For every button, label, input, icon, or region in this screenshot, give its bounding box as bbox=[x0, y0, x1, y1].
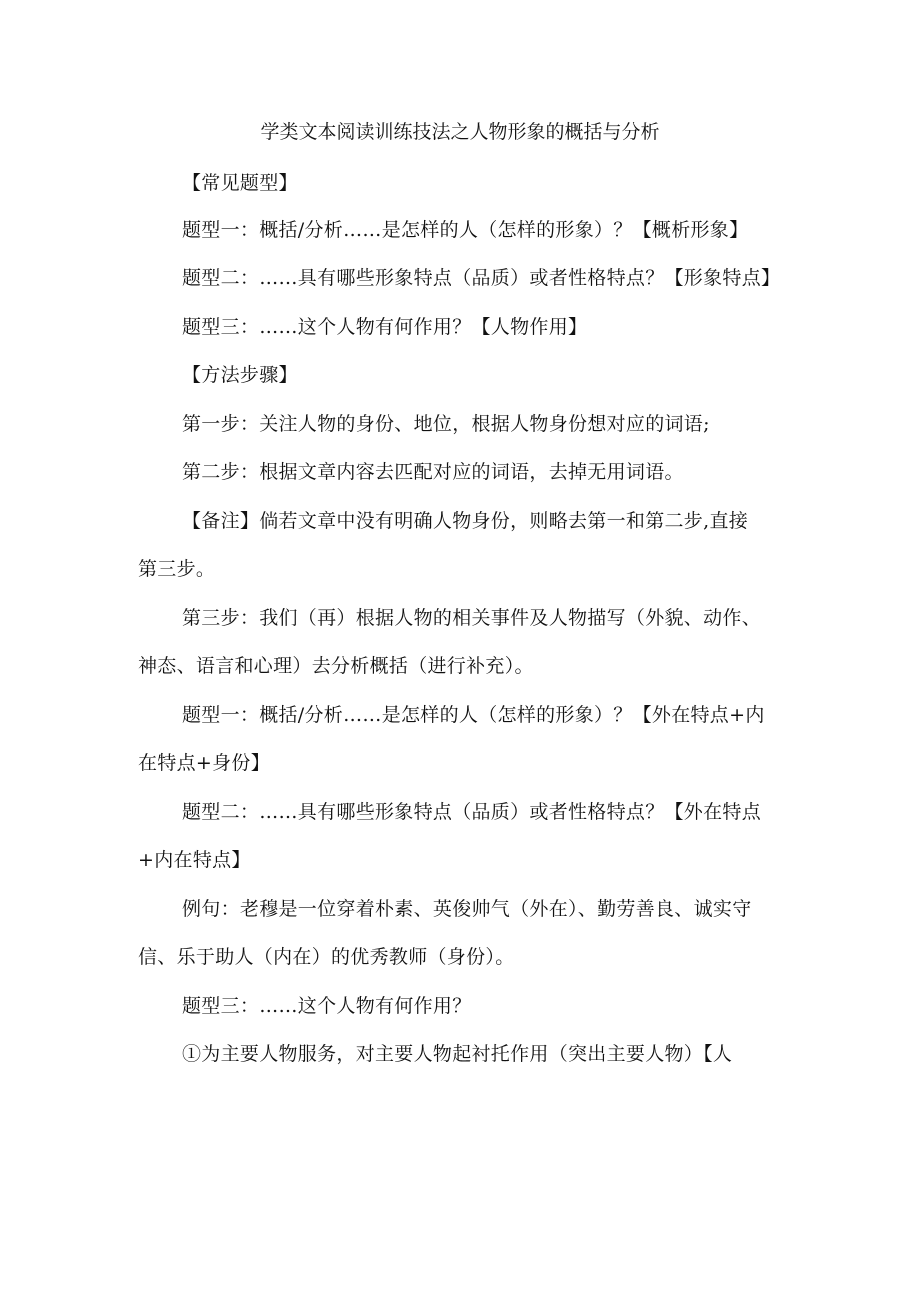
type-three-answer-point-one: ①为主要人物服务，对主要人物起衬托作用（突出主要人物）【人 bbox=[182, 1043, 733, 1065]
question-type-two: 题型二：……具有哪些形象特点（品质）或者性格特点？【形象特点】 bbox=[182, 267, 781, 289]
example-sentence-line1: 例句：老穆是一位穿着朴素、英俊帅气（外在）、勤劳善良、诚实守 bbox=[182, 898, 752, 920]
type-three-answer-heading: 题型三：……这个人物有何作用？ bbox=[182, 995, 472, 1017]
step-three-line2: 神态、语言和心理）去分析概括（进行补充）。 bbox=[138, 655, 534, 677]
question-type-three: 题型三：……这个人物有何作用？【人物作用】 bbox=[182, 316, 588, 338]
example-sentence-line2: 信、乐于助人（内在）的优秀教师（身份）。 bbox=[138, 946, 515, 968]
heading-common-question-types: 【常见题型】 bbox=[182, 172, 298, 194]
document-title: 学类文本阅读训练技法之人物形象的概括与分析 bbox=[260, 121, 660, 143]
note-paragraph-line1: 【备注】倘若文章中没有明确人物身份，则略去第一和第二步,直接 bbox=[182, 510, 749, 532]
type-two-answer-line1: 题型二：……具有哪些形象特点（品质）或者性格特点？【外在特点 bbox=[182, 801, 762, 823]
heading-method-steps: 【方法步骤】 bbox=[182, 364, 298, 386]
type-one-answer-line2: 在特点+身份】 bbox=[138, 752, 271, 774]
step-one: 第一步：关注人物的身份、地位，根据人物身份想对应的词语; bbox=[182, 413, 710, 435]
type-one-answer-line1: 题型一：概括/分析……是怎样的人（怎样的形象）？【外在特点+内 bbox=[182, 704, 765, 726]
question-type-one: 题型一：概括/分析……是怎样的人（怎样的形象）？【概析形象】 bbox=[182, 219, 749, 241]
step-two: 第二步：根据文章内容去匹配对应的词语，去掉无用词语。 bbox=[182, 461, 684, 483]
step-three-line1: 第三步：我们（再）根据人物的相关事件及人物描写（外貌、动作、 bbox=[182, 607, 762, 629]
type-two-answer-line2: +内在特点】 bbox=[138, 849, 251, 871]
note-paragraph-line2: 第三步。 bbox=[138, 558, 216, 580]
